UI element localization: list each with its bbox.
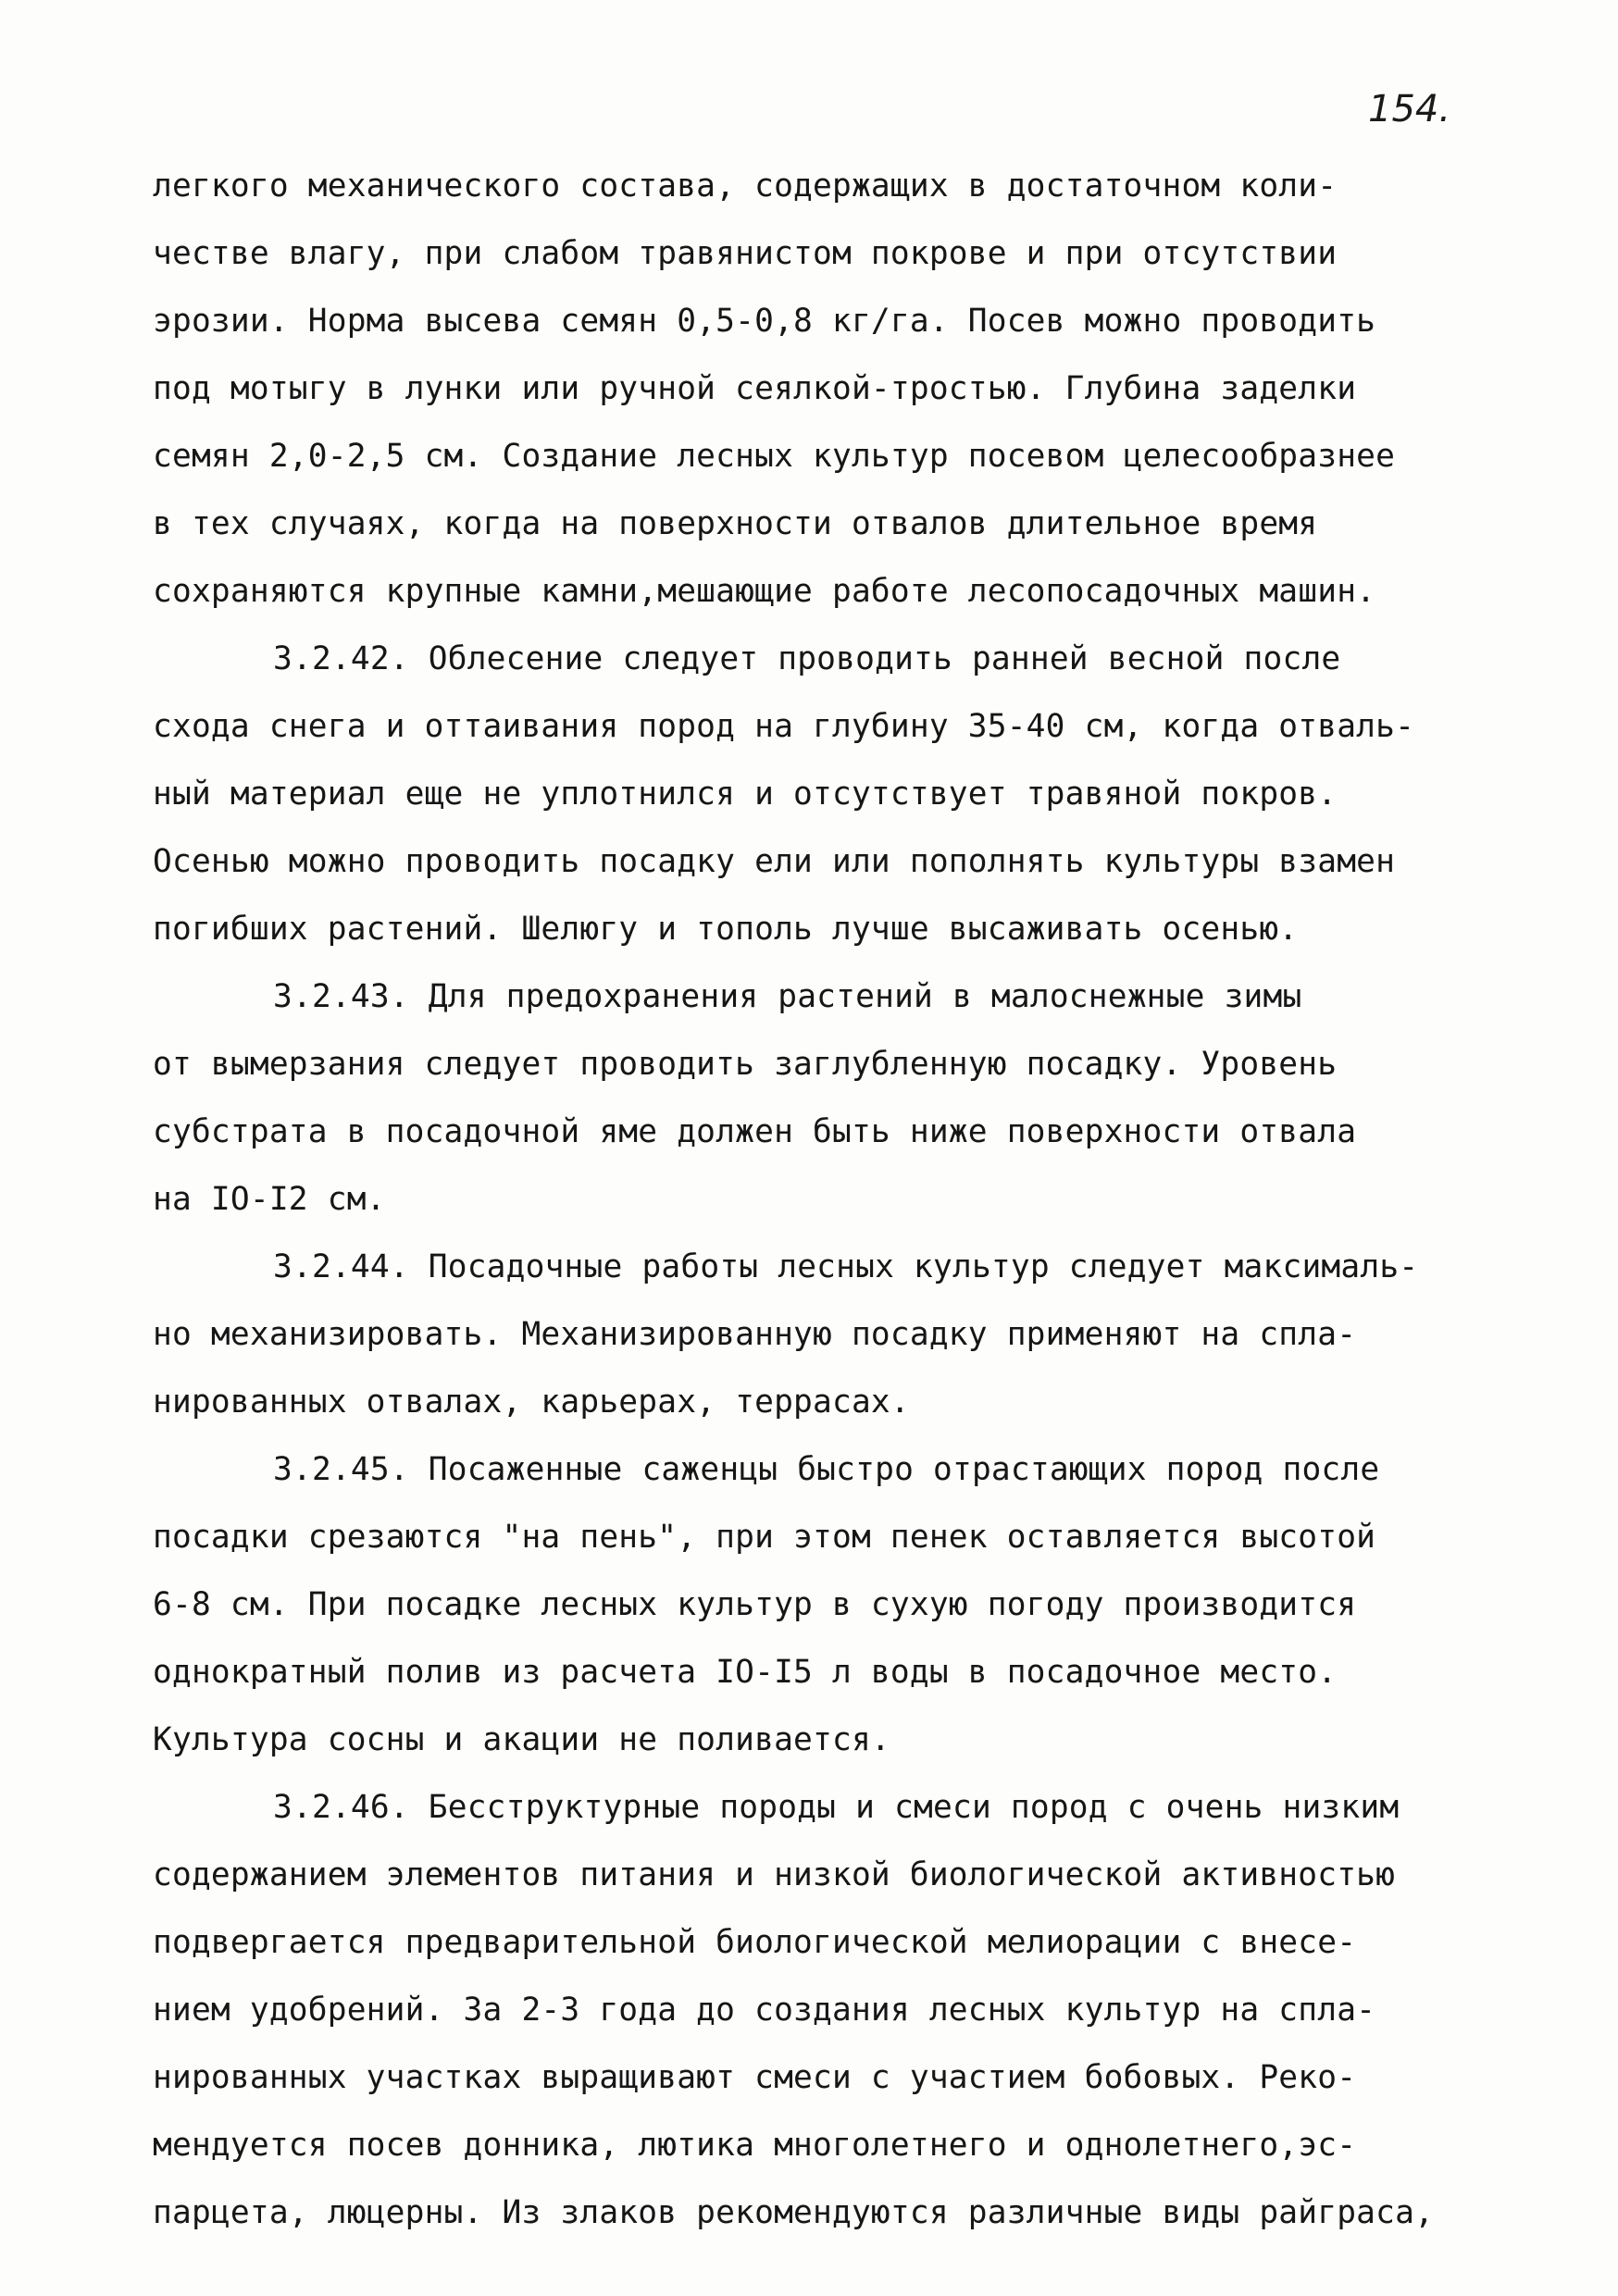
text-line: схода снега и оттаивания пород на глубину 35-40 см, когда отваль- (153, 708, 1415, 745)
text-line: нированных участках выращивают смеси с участием бобовых. Реко- (153, 2059, 1357, 2096)
text-line: от вымерзания следует проводить заглубленную посадку. Уровень (153, 1046, 1338, 1083)
paragraph-3-2-42 (153, 626, 1486, 963)
paragraph-3-2-44 (153, 1234, 1486, 1436)
text-line: парцета, люцерны. Из злаков рекомендуются различные виды райграса, (153, 2194, 1435, 2231)
text-line: 3.2.43. Для предохранения растений в малоснежные зимы (273, 978, 1302, 1015)
text-line: но механизировать. Механизированную посадку применяют на спла- (153, 1316, 1357, 1353)
text-line: легкого механического состава, содержащих в достаточном коли- (153, 168, 1338, 205)
paragraph-3-2-46 (153, 1774, 1486, 2247)
text-line: 6-8 см. При посадке лесных культур в сухую погоду производится (153, 1586, 1357, 1623)
page-number: 154. (1368, 88, 1451, 130)
paragraph-3-2-43 (153, 963, 1486, 1234)
text-line: честве влагу, при слабом травянистом покрове и при отсутствии (153, 235, 1338, 272)
text-line: субстрата в посадочной яме должен быть ниже поверхности отвала (153, 1113, 1357, 1150)
text-line: нием удобрений. За 2-3 года до создания лесных культур на спла- (153, 1992, 1376, 2029)
text-line: 3.2.45. Посаженные саженцы быстро отрастающих пород после (273, 1451, 1380, 1488)
text-line: в тех случаях, когда на поверхности отвалов длительное время (153, 505, 1318, 542)
text-line: Культура сосны и акации не поливается. (153, 1721, 890, 1758)
text-line: подвергается предварительной биологической мелиорации с внесе- (153, 1924, 1357, 1961)
text-line: мендуется посев донника, лютика многолетнего и однолетнего,эс- (153, 2127, 1357, 2164)
text-line: нированных отвалах, карьерах, террасах. (153, 1384, 910, 1421)
document-body (153, 153, 1486, 2247)
text-line: 3.2.46. Бесструктурные породы и смеси пород с очень низким (273, 1789, 1400, 1826)
text-line: ный материал еще не уплотнился и отсутствует травяной покров. (153, 776, 1338, 813)
text-line: эрозии. Норма высева семян 0,5-0,8 кг/га. Посев можно проводить (153, 303, 1376, 340)
text-line: семян 2,0-2,5 см. Создание лесных культур посевом целесообразнее (153, 438, 1396, 475)
text-line: на IO-I2 см. (153, 1181, 386, 1218)
text-line: Осенью можно проводить посадку ели или пополнять культуры взамен (153, 843, 1396, 880)
paragraph (153, 153, 1486, 626)
text-line: погибших растений. Шелюгу и тополь лучше высаживать осенью. (153, 911, 1299, 948)
text-line: содержанием элементов питания и низкой биологической активностью (153, 1856, 1396, 1893)
text-line: 3.2.42. Облесение следует проводить ранней весной после (273, 640, 1341, 677)
text-line: однократный полив из расчета IO-I5 л воды в посадочное место. (153, 1654, 1338, 1691)
paragraph-3-2-45 (153, 1436, 1486, 1774)
text-line: под мотыгу в лунки или ручной сеялкой-тростью. Глубина заделки (153, 370, 1357, 407)
text-line: 3.2.44. Посадочные работы лесных культур следует максималь- (273, 1248, 1419, 1285)
text-line: посадки срезаются "на пень", при этом пенек оставляется высотой (153, 1519, 1376, 1556)
text-line: сохраняются крупные камни,мешающие работе лесопосадочных машин. (153, 573, 1376, 610)
